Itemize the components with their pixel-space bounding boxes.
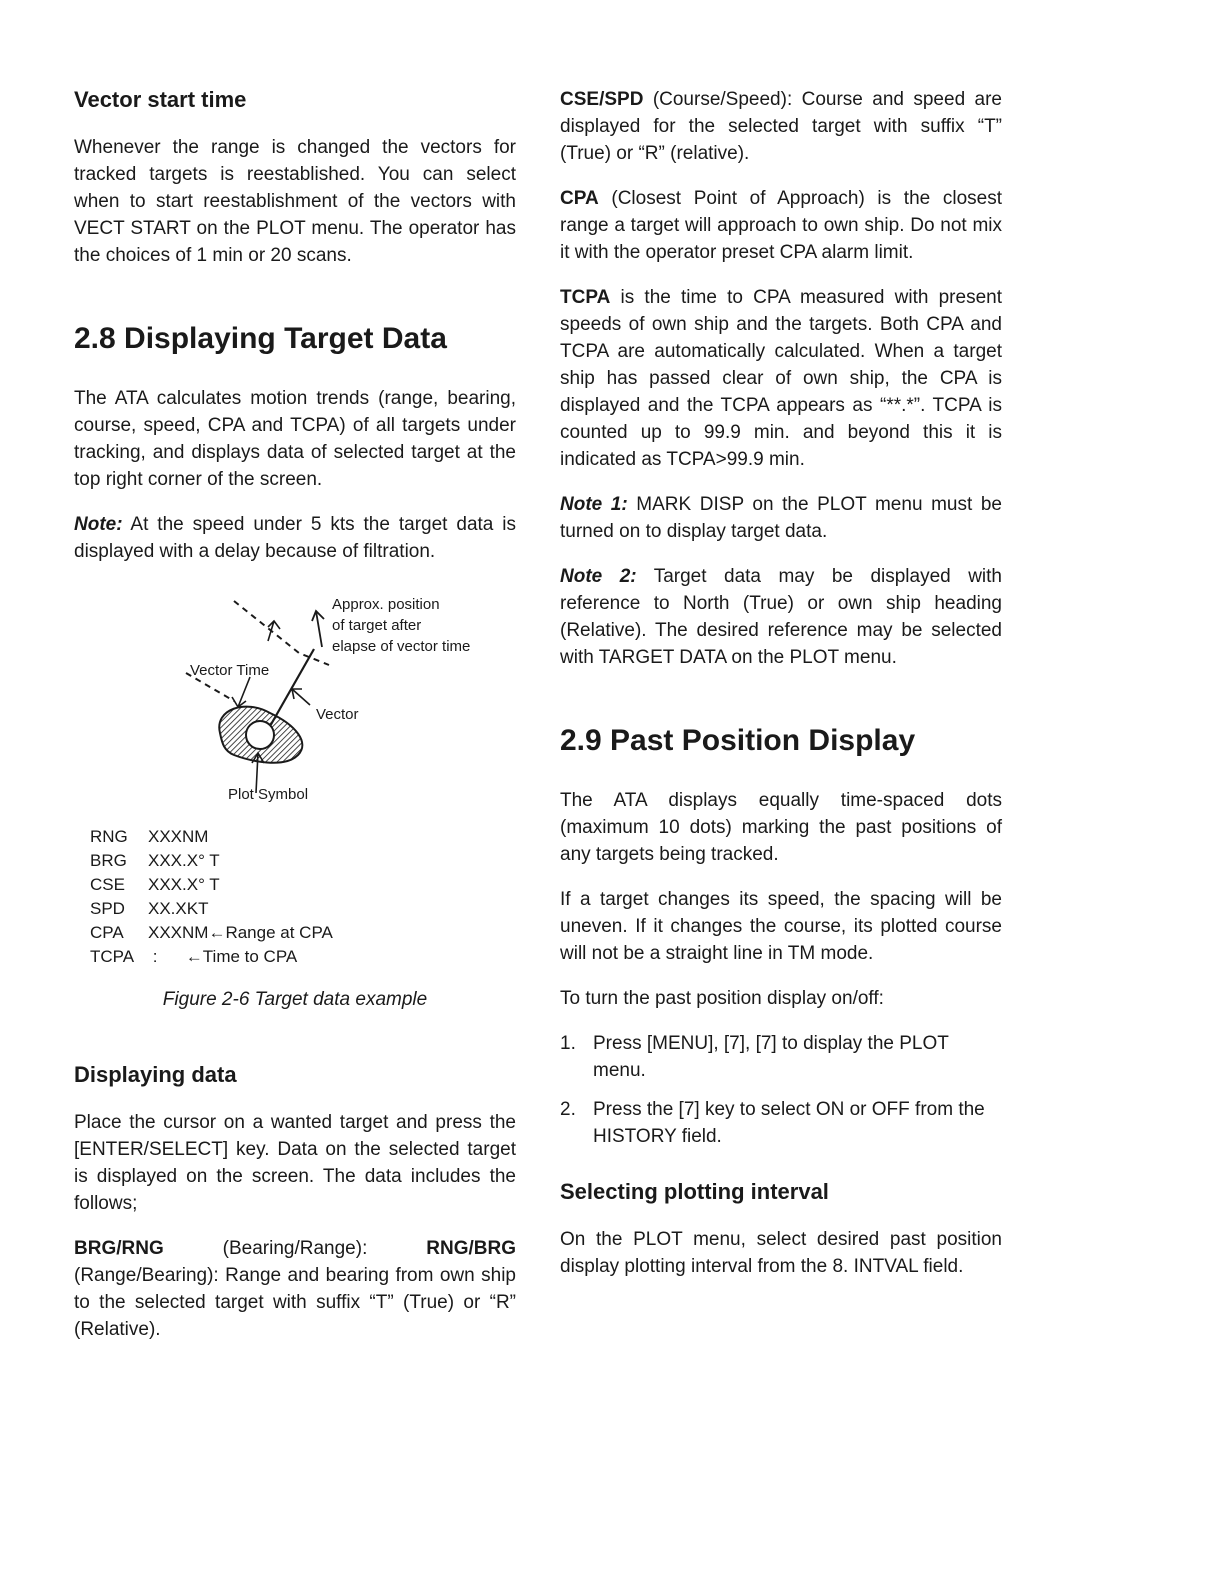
section-2-9-p1: The ATA displays equally time-spaced dots (maximum 10 dots) marking the past positions of any targets being tracked. bbox=[560, 790, 1002, 865]
displaying-data-body: Place the cursor on a wanted target and press the [ENTER/SELECT] key. Data on the selected target is displayed on the screen. The data includes the follows; bbox=[74, 1112, 516, 1214]
data-row-cse: CSE XXX.X° T bbox=[90, 875, 220, 894]
target-data-block bbox=[90, 825, 516, 969]
cpa-paragraph: CPA (Closest Point of Approach) is the closest range a target will approach to own ship. Do not mix it with the operator preset CPA alarm limit. bbox=[560, 188, 1002, 263]
vector-time-arrow-down bbox=[232, 677, 250, 707]
step-1: 1. Press [MENU], [7], [7] to display the PLOT menu. bbox=[560, 1033, 949, 1081]
data-row-cpa: CPA XXXNM←Range at CPA bbox=[90, 923, 333, 942]
section-2-8-note bbox=[74, 511, 516, 565]
approx-label-1: Approx. position bbox=[332, 596, 440, 613]
step-2: 2. Press the [7] key to select ON or OFF from the HISTORY field. bbox=[560, 1099, 985, 1147]
plot-symbol-label: Plot Symbol bbox=[228, 786, 309, 803]
vector-arrow bbox=[292, 689, 310, 705]
target-diagram-graphic bbox=[74, 591, 516, 817]
note-2-paragraph: Note 2: Target data may be displayed with reference to North (True) or own ship heading (Relative). The desired reference may be selected with TARGET DATA on the PLOT menu. bbox=[560, 566, 1002, 668]
approx-label-3: elapse of vector time bbox=[332, 638, 471, 655]
vector-time-label: Vector Time bbox=[190, 662, 270, 679]
brg-rng-paragraph: BRG/RNG (Bearing/Range): RNG/BRG (Range/Bearing): Range and bearing from own ship to the selected target with suffix “T” (True) or “R” (Relative). bbox=[74, 1238, 516, 1340]
vector-start-heading: Vector start time bbox=[74, 87, 247, 112]
section-2-9-p3: To turn the past position display on/off: bbox=[560, 988, 884, 1009]
data-row-brg: BRG XXX.X° T bbox=[90, 851, 220, 870]
vector-start-body: Whenever the range is changed the vectors for tracked targets is reestablished. You can select when to start reestablishment of the vectors with VECT START on the PLOT menu. The operator has the choices of 1 min or 20 scans. bbox=[74, 137, 516, 266]
dashed-track bbox=[234, 601, 329, 665]
cse-spd-paragraph: CSE/SPD (Course/Speed): Course and speed are displayed for the selected target with suffix “T” (True) or “R” (relative). bbox=[560, 89, 1002, 164]
vector-label: Vector bbox=[316, 706, 359, 723]
data-row-tcpa: TCPA : ←Time to CPA bbox=[90, 947, 298, 966]
section-2-9-p2: If a target changes its speed, the spacing will be uneven. If it changes the course, its plotted course will not be a straight line in TM mode. bbox=[560, 889, 1002, 964]
figure-caption: Figure 2-6 Target data example bbox=[162, 989, 428, 1010]
plotting-interval-heading: Selecting plotting interval bbox=[560, 1179, 829, 1204]
section-2-8-intro: The ATA calculates motion trends (range, bearing, course, speed, CPA and TCPA) of all targets under tracking, and displays data of selected target at the top right corner of the screen. bbox=[74, 388, 516, 490]
right-column bbox=[560, 86, 1002, 1298]
plot-symbol-circle bbox=[246, 721, 274, 749]
target-diagram bbox=[74, 591, 516, 817]
tcpa-paragraph: TCPA is the time to CPA measured with present speeds of own ship and the targets. Both CPA and TCPA are automatically calculated. When a target ship has passed clear of own ship, the CPA is displayed and the TCPA appears as “**.*”. TCPA is counted up to 99.9 min. and beyond this it is indicated as TCPA>99.9 min. bbox=[560, 287, 1002, 470]
data-row-spd: SPD XX.XKT bbox=[90, 899, 209, 918]
plotting-interval-body: On the PLOT menu, select desired past position display plotting interval from the 8. INTVAL field. bbox=[560, 1229, 1002, 1277]
section-2-9-heading: 2.9 Past Position Display bbox=[560, 724, 916, 757]
left-column bbox=[74, 86, 516, 1361]
steps-list bbox=[560, 1030, 1002, 1150]
note-1-paragraph: Note 1: MARK DISP on the PLOT menu must be turned on to display target data. bbox=[560, 494, 1002, 542]
approx-label-2: of target after bbox=[332, 617, 422, 634]
note-label: Note: bbox=[74, 514, 123, 535]
displaying-data-heading: Displaying data bbox=[74, 1062, 237, 1087]
vector-time-arrow-up bbox=[268, 621, 280, 641]
note-text: At the speed under 5 kts the target data is displayed with a delay because of filtration. bbox=[74, 514, 516, 562]
section-2-8-heading: 2.8 Displaying Target Data bbox=[74, 322, 447, 355]
data-row-rng: RNG XXXNM bbox=[90, 827, 209, 846]
